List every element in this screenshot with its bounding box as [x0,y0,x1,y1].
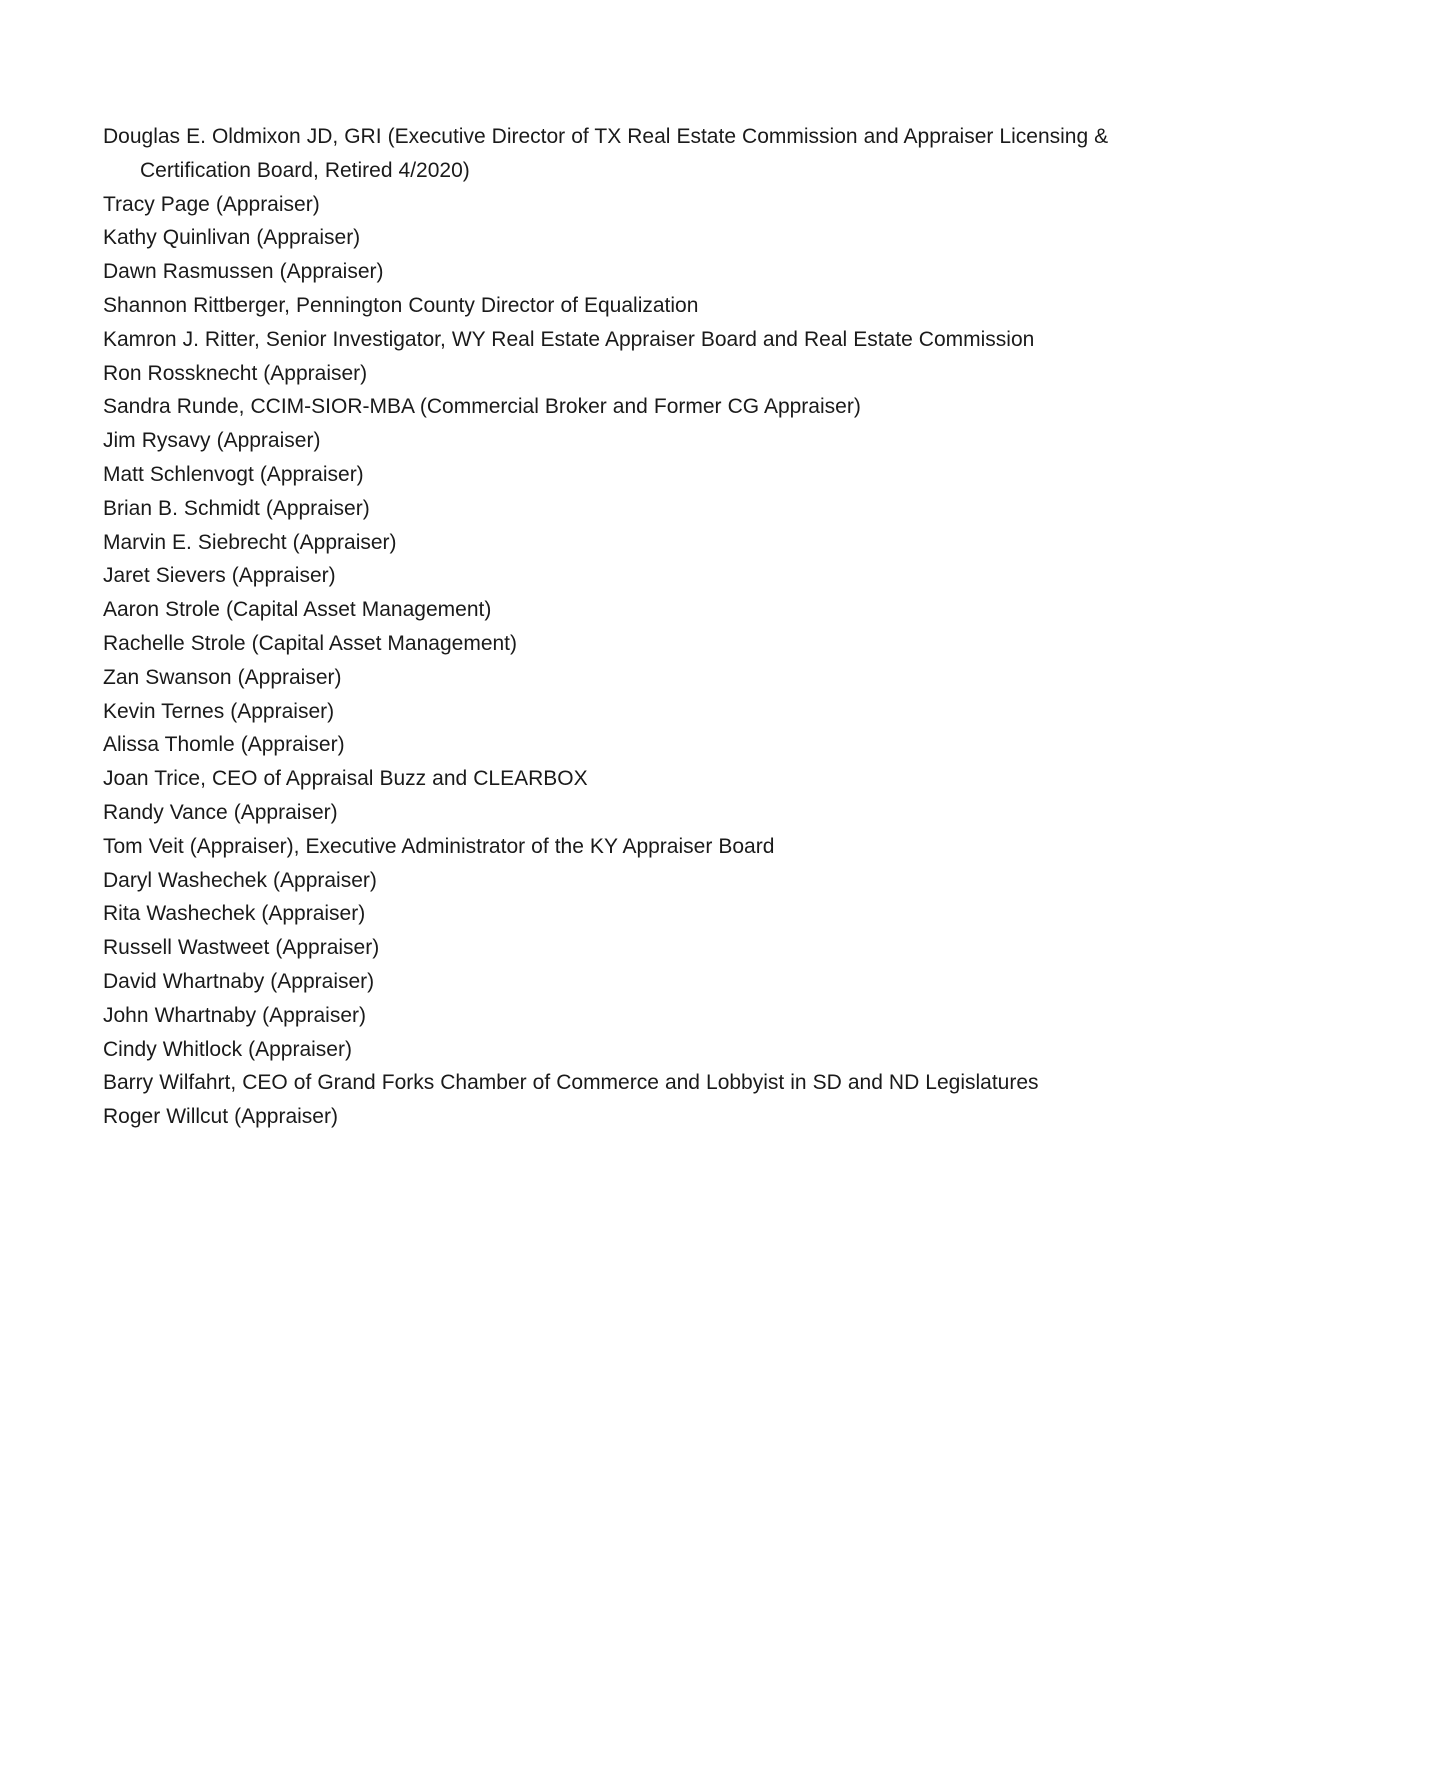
list-item: Douglas E. Oldmixon JD, GRI (Executive Director of TX Real Estate Commission and Appraiser Licensing & Certification Board, Retired 4/2020) [103,125,1109,182]
list-item: Joan Trice, CEO of Appraisal Buzz and CLEARBOX [103,767,588,791]
list-item: Kathy Quinlivan (Appraiser) [103,226,361,250]
list-item: Sandra Runde, CCIM-SIOR-MBA (Commercial Broker and Former CG Appraiser) [103,395,861,419]
list-item: Matt Schlenvogt (Appraiser) [103,462,364,486]
list-item: Kevin Ternes (Appraiser) [103,699,335,723]
supporter-list [103,120,1186,1134]
list-item: Marvin E. Siebrecht (Appraiser) [103,530,397,554]
list-item: Kamron J. Ritter, Senior Investigator, WY Real Estate Appraiser Board and Real Estate Commission [103,327,1035,351]
list-item: David Whartnaby (Appraiser) [103,969,375,993]
list-item: Shannon Rittberger, Pennington County Director of Equalization [103,293,699,317]
list-item: Barry Wilfahrt, CEO of Grand Forks Chamber of Commerce and Lobbyist in SD and ND Legislatures [103,1071,1039,1095]
list-item: John Whartnaby (Appraiser) [103,1003,367,1027]
list-item: Brian B. Schmidt (Appraiser) [103,496,370,520]
list-item: Roger Willcut (Appraiser) [103,1105,338,1129]
list-item: Rachelle Strole (Capital Asset Management) [103,631,518,655]
list-item: Tom Veit (Appraiser), Executive Administrator of the KY Appraiser Board [103,834,775,858]
list-item: Jim Rysavy (Appraiser) [103,429,321,453]
list-item: Aaron Strole (Capital Asset Management) [103,598,492,622]
list-item: Tracy Page (Appraiser) [103,192,320,216]
list-item: Cindy Whitlock (Appraiser) [103,1037,352,1061]
list-item: Randy Vance (Appraiser) [103,800,338,824]
list-item: Jaret Sievers (Appraiser) [103,564,336,588]
list-item: Zan Swanson (Appraiser) [103,665,342,689]
list-item: Ron Rossknecht (Appraiser) [103,361,368,385]
list-item: Daryl Washechek (Appraiser) [103,868,377,892]
list-item: Alissa Thomle (Appraiser) [103,733,345,757]
list-item: Russell Wastweet (Appraiser) [103,936,380,960]
list-item: Rita Washechek (Appraiser) [103,902,366,926]
list-item: Dawn Rasmussen (Appraiser) [103,260,384,284]
